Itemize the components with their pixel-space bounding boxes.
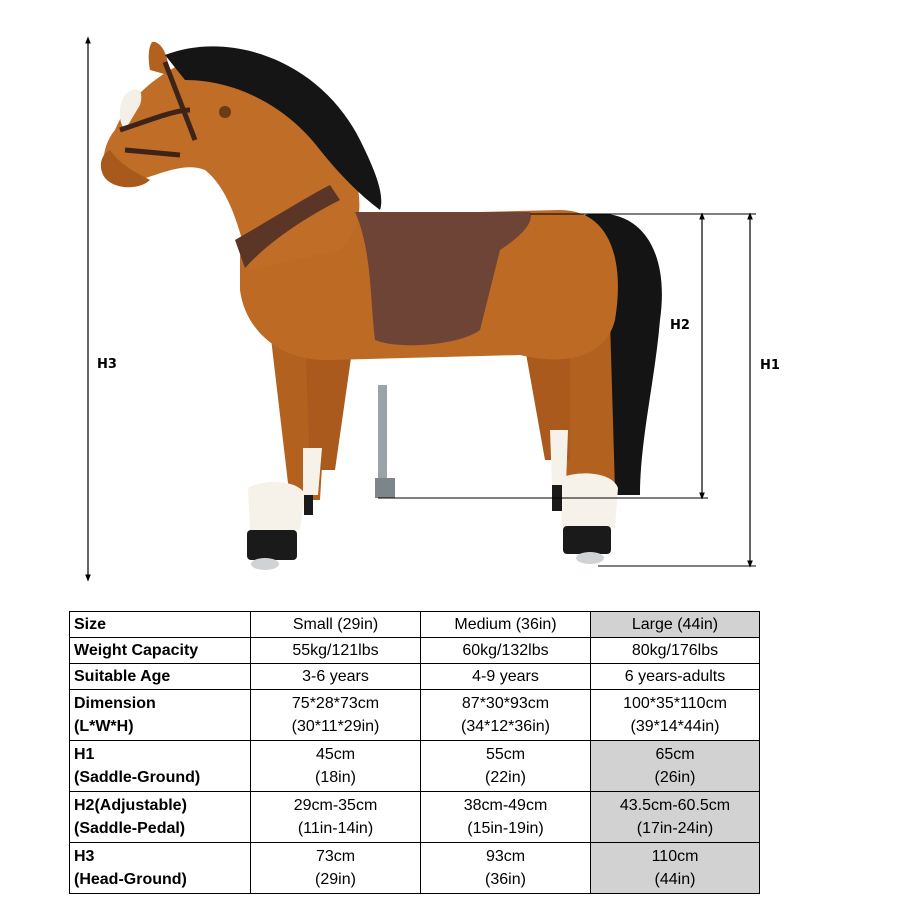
dimension-h3 bbox=[88, 40, 117, 578]
cell-large bbox=[591, 638, 760, 664]
cell-line: (36in) bbox=[485, 871, 526, 888]
cell-line: Dimension bbox=[74, 695, 156, 712]
cell-medium bbox=[421, 690, 591, 741]
cell-line: 43.5cm-60.5cm bbox=[619, 797, 731, 814]
cell-line: 80kg/176lbs bbox=[631, 642, 719, 659]
cell-label bbox=[70, 638, 251, 664]
cell-line: (18in) bbox=[315, 769, 356, 786]
cell-line: 60kg/132lbs bbox=[462, 642, 549, 659]
cell-line: H1 bbox=[74, 746, 95, 763]
cell-line: 110cm bbox=[651, 848, 699, 865]
cell-line: (29in) bbox=[315, 871, 356, 888]
cell-line: (34*12*36in) bbox=[461, 718, 550, 735]
cell-label bbox=[70, 792, 251, 843]
cell-line: (44in) bbox=[654, 871, 696, 888]
cell-line: (39*14*44in) bbox=[630, 718, 720, 735]
cell-large bbox=[591, 741, 760, 792]
cell-small bbox=[251, 638, 421, 664]
cell-line: 55cm bbox=[485, 746, 526, 763]
header-medium: Medium (36in) bbox=[421, 612, 591, 638]
cell-label bbox=[70, 664, 251, 690]
cell-line: (30*11*29in) bbox=[291, 718, 380, 735]
cell-line: H3 bbox=[74, 848, 95, 865]
cell-label bbox=[70, 741, 251, 792]
cell-line: (17in-24in) bbox=[636, 820, 714, 837]
cell-line: 55kg/121lbs bbox=[292, 642, 379, 659]
cell-small bbox=[251, 741, 421, 792]
cell-label bbox=[70, 690, 251, 741]
cell-small bbox=[251, 792, 421, 843]
table-header-row bbox=[70, 612, 760, 638]
h3-label: H3 bbox=[97, 357, 117, 372]
cell-line: 6 years-adults bbox=[624, 668, 726, 685]
cell-line: 4-9 years bbox=[472, 668, 539, 685]
cell-medium bbox=[421, 792, 591, 843]
header-small: Small (29in) bbox=[251, 612, 421, 638]
size-spec-table bbox=[69, 611, 760, 894]
cell-line: 100*35*110cm bbox=[623, 695, 727, 712]
cell-line: Suitable Age bbox=[74, 668, 171, 685]
cell-line: 3-6 years bbox=[302, 668, 369, 685]
cell-line: (Saddle-Ground) bbox=[74, 769, 201, 786]
cell-line: (Head-Ground) bbox=[74, 871, 187, 888]
cell-line: (11in-14in) bbox=[297, 820, 374, 837]
cell-line: (26in) bbox=[654, 769, 696, 786]
cell-small bbox=[251, 690, 421, 741]
table-row bbox=[70, 741, 760, 792]
cell-line: (L*W*H) bbox=[74, 718, 134, 735]
cell-line: 45cm bbox=[315, 746, 356, 763]
table-row bbox=[70, 843, 760, 894]
cell-large bbox=[591, 792, 760, 843]
h2-label: H2 bbox=[670, 318, 690, 333]
cell-line: 87*30*93cm bbox=[461, 695, 550, 712]
cell-line: (22in) bbox=[485, 769, 526, 786]
cell-large bbox=[591, 843, 760, 894]
table-row bbox=[70, 638, 760, 664]
table-row bbox=[70, 690, 760, 741]
cell-line: 38cm-49cm bbox=[463, 797, 548, 814]
cell-line: (15in-19in) bbox=[467, 820, 544, 837]
cell-label bbox=[70, 843, 251, 894]
cell-line: Weight Capacity bbox=[74, 642, 199, 659]
cell-line: 93cm bbox=[485, 848, 526, 865]
cell-medium bbox=[421, 638, 591, 664]
cell-medium bbox=[421, 843, 591, 894]
cell-line: 73cm bbox=[315, 848, 356, 865]
table-row bbox=[70, 664, 760, 690]
cell-line: 29cm-35cm bbox=[293, 797, 378, 814]
horse-illustration bbox=[101, 42, 662, 570]
cell-large bbox=[591, 690, 760, 741]
cell-large bbox=[591, 664, 760, 690]
h1-label: H1 bbox=[760, 358, 780, 373]
cell-line: H2(Adjustable) bbox=[74, 797, 187, 814]
cell-small bbox=[251, 843, 421, 894]
cell-line: 65cm bbox=[655, 746, 695, 763]
cell-small bbox=[251, 664, 421, 690]
header-label: Size bbox=[70, 612, 251, 638]
cell-medium bbox=[421, 741, 591, 792]
cell-line: 75*28*73cm bbox=[291, 695, 380, 712]
table-row bbox=[70, 792, 760, 843]
cell-medium bbox=[421, 664, 591, 690]
cell-line: (Saddle-Pedal) bbox=[74, 820, 186, 837]
header-large: Large (44in) bbox=[591, 612, 760, 638]
